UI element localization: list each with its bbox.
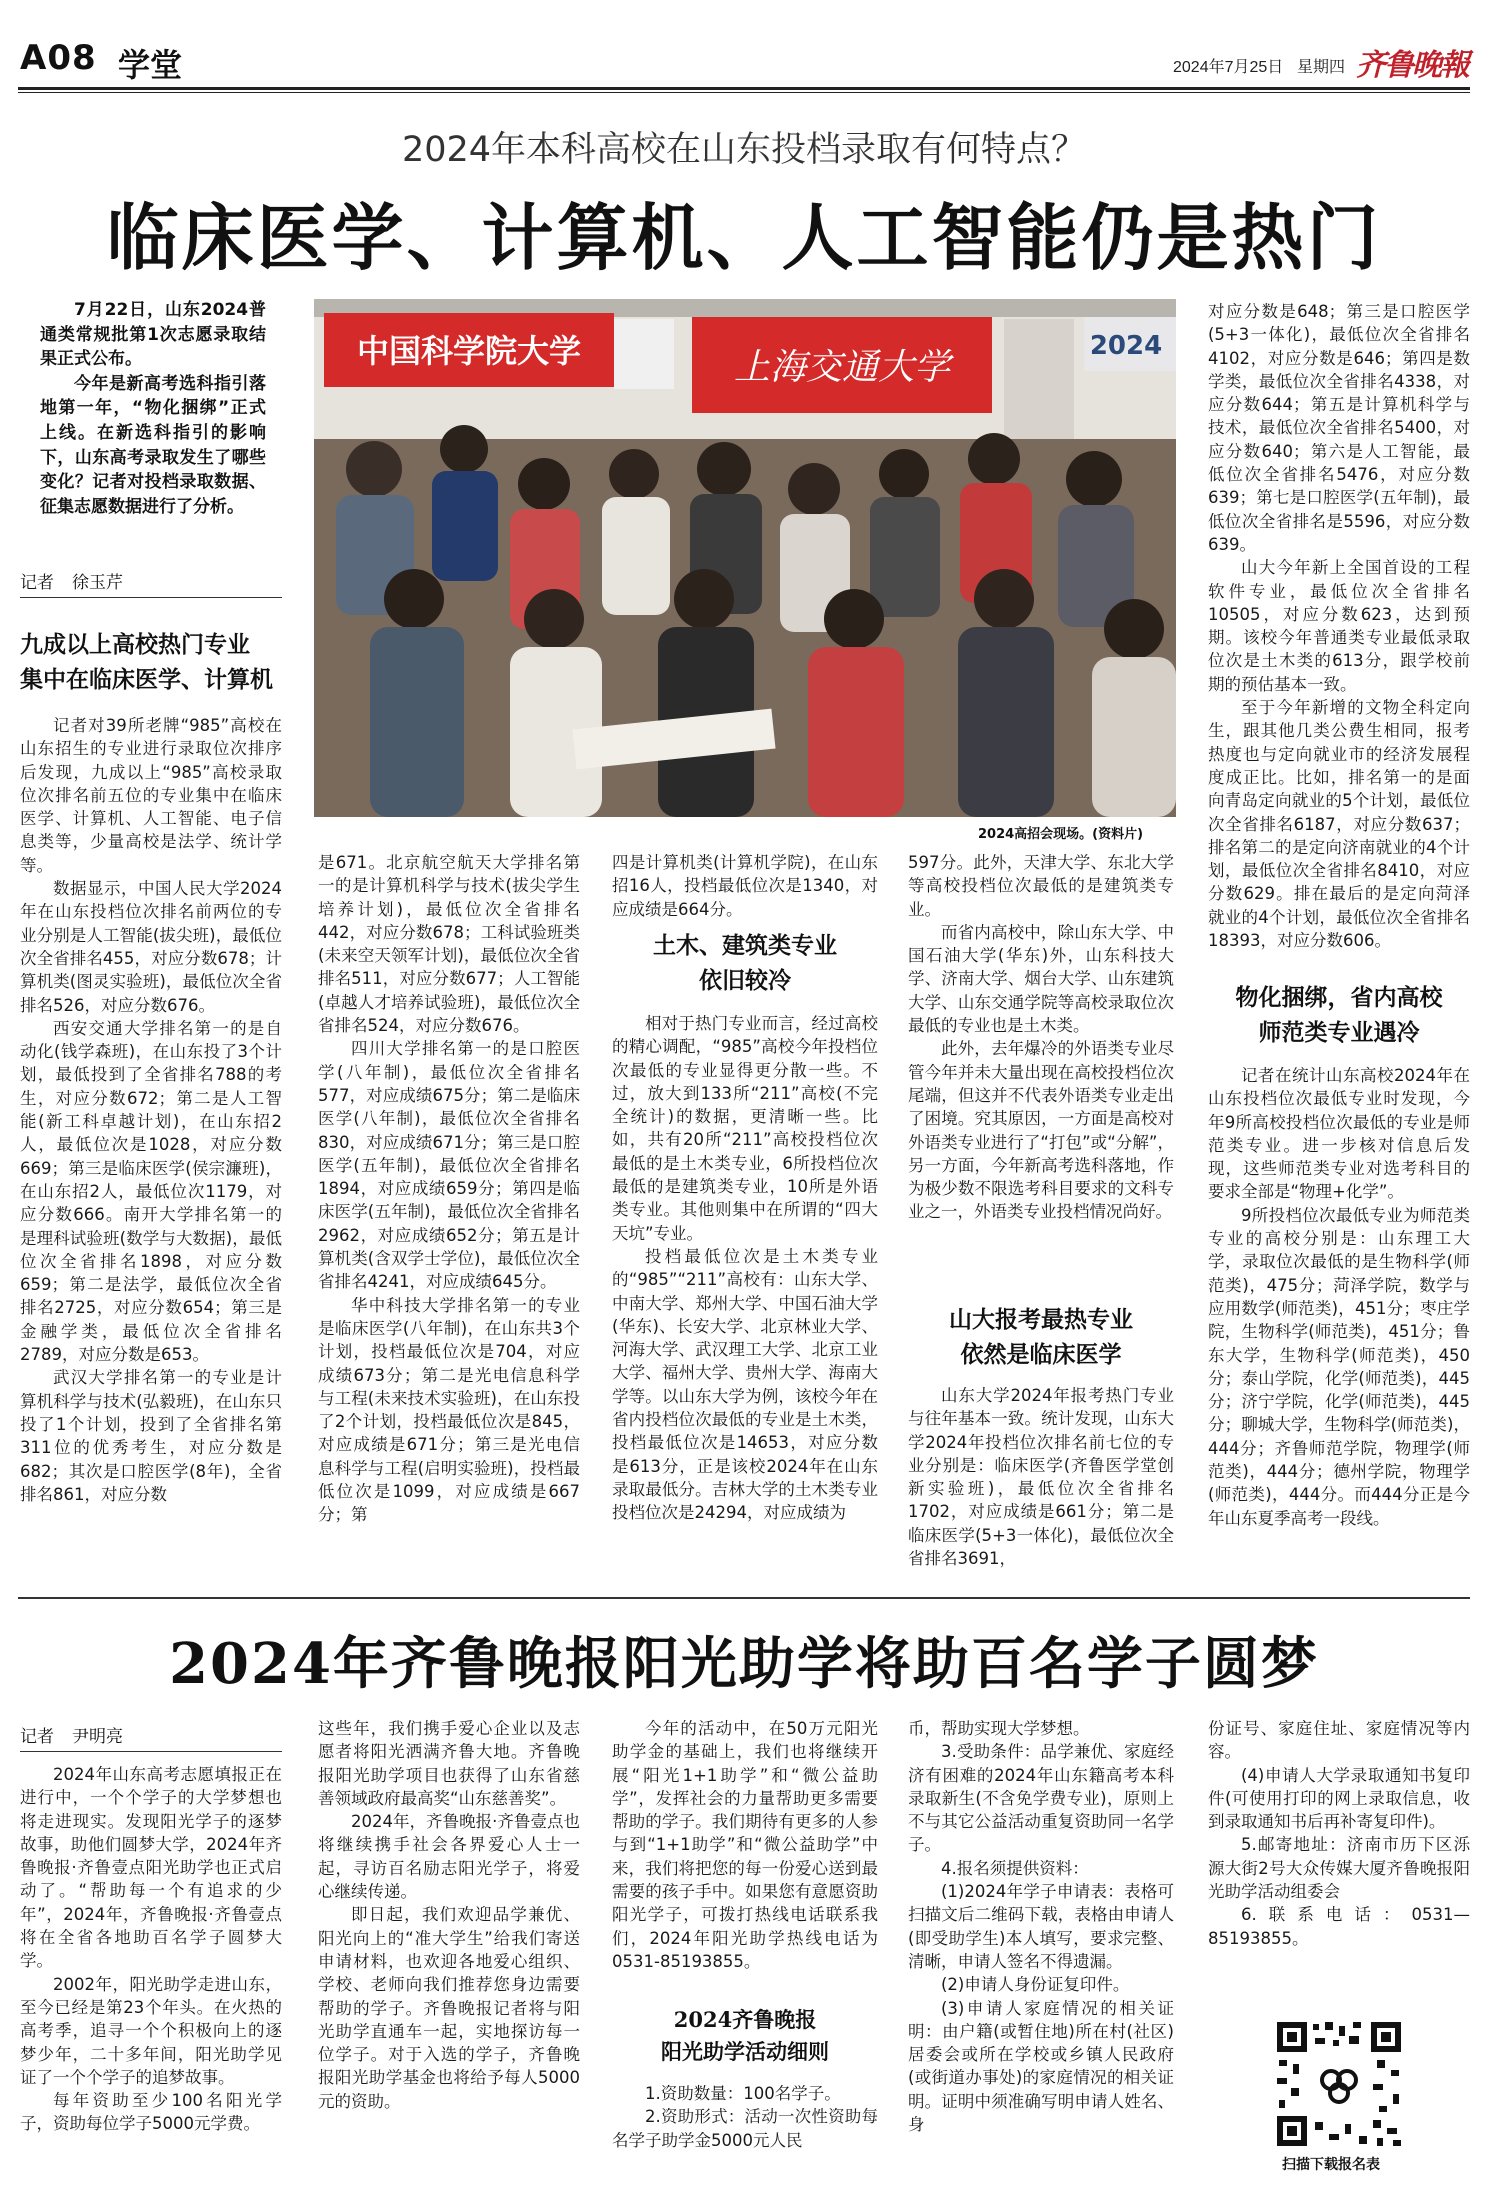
article1-column-2 [318,851,580,1596]
body-paragraph: 而省内高校中，除山东大学、中国石油大学(华东)外，山东科技大学、济南大学、烟台大学、山东建筑大学、山东交通学院等高校录取位次最低的专业也是土木类。 [908,922,1174,1036]
newspaper-logo: 齐鲁晚報 [1356,48,1468,83]
body-paragraph: 相对于热门专业而言，经过高校的精心调配，“985”高校今年投档位次最低的专业显得更分散一些。不过，放大到133所“211”高校(不完全统计)的数据，更清晰一些。比如，共有20所“211”高校投档位次最低的是土木类专业，6所投档位次最低的是建筑类专业，10所是外语类专业。其他则集中在所谓的“四大天坑”专业。 [612,1014,878,1243]
body-paragraph: 记者在统计山东高校2024年在山东投档位次最低专业时发现，今年9所高校投档位次最低的专业是师范类专业。进一步核对信息后发现，这些师范类专业对选考科目的要求全部是“物理+化学”。 [1208,1066,1470,1202]
byline-label: 记者 [20,573,54,593]
banner-year-text: 2024 [1089,331,1163,361]
article2-column-5 [1208,1717,1470,2007]
body-paragraph: 1.资助数量：100名学子。 [645,2084,841,2103]
body-paragraph: 2024年山东高考志愿填报正在进行中，一个个学子的大学梦想也将走进现实。发现阳光学子的逐梦故事，助他们圆梦大学，2024年齐鲁晚报·齐鲁壹点阳光助学也正式启动了。“帮助每一个有追求的少年”，2024年，齐鲁晚报·齐鲁壹点将在全省各地助百名学子圆梦大学。 [20,1765,282,1971]
photo-illustration [314,299,1176,817]
body-paragraph: 4.报名须提供资料： [941,1858,1089,1878]
article1-column-3 [612,1012,878,1596]
qr-caption: 扫描下载报名表 [1282,2157,1380,2173]
header-rule-thin [18,92,1470,93]
subheading-civil-engineering [612,928,878,998]
issue-date: 2024年7月25日 [1173,59,1284,76]
recruitment-fair-photo [314,299,1176,817]
body-paragraph: 今年的活动中，在50万元阳光助学金的基础上，我们也将继续开展“阳光1+1助学”和“微公益助学”，发挥社会的力量帮助更多需要帮助的学子。我们期待有更多的人参与到“1+1助学”和“微公益助学”中来，我们将把您的每一份爱心送到最需要的孩子手中。如果您有意愿资助阳光学子，可拨打热线电话联系我们，2024年阳光助学热线电话为0531-85193855。 [612,1719,878,1971]
issue-weekday: 星期四 [1297,59,1346,76]
subheading-sdu-hot-major [908,1302,1174,1372]
article2-column-1 [20,1763,282,2183]
byline-label: 记者 [20,1727,54,1747]
subheading-line: 师范类专业遇冷 [1258,1019,1420,1046]
body-paragraph: 数据显示，中国人民大学2024年在山东投档位次排名前两位的专业分别是人工智能(拔尖班)，最低位次全省排名455，对应分数678；计算机类(图灵实验班)，最低位次全省排名526，对应分数676。 [20,879,282,1015]
article1-lede [40,298,266,519]
body-paragraph: 西安交通大学排名第一的是自动化(钱学森班)，在山东投了3个计划，最低投到了全省排名788的考生，对应分数672；第二是人工智能(新工科卓越计划)，在山东招2人，最低位次是1028，对应分数669；第三是临床医学(侯宗濂班)，在山东招2人，最低位次1179，对应分数666。南开大学排名第一的是理科试验班(数学与大数据)，最低位次全省排名1898，对应分数659；第二是法学，最低位次全省排名2725，对应分数654；第三是金融学类，最低位次全省排名2789，对应分数是653。 [20,1018,282,1365]
byline-name: 尹明亮 [72,1727,123,1747]
subheading-line: 山大报考最热专业 [949,1306,1133,1333]
body-paragraph: 每年资助至少100名阳光学子，资助每位学子5000元学费。 [20,2091,282,2134]
subheading-line: 2024齐鲁晚报 [673,2007,817,2032]
article1-column-3-top [612,851,878,923]
article1-title: 临床医学、计算机、人工智能仍是热门 [106,195,1382,280]
body-paragraph: 华中科技大学排名第一的专业是临床医学(八年制)，在山东共3个计划，投档最低位次是704，对应成绩673分；第二是光电信息科学与工程(未来技术实验班)，在山东投了2个计划，投档最低位次是845，对应成绩是671分；第三是光电信息科学与工程(启明实验班)，投档最低位次是1099，对应成绩是667分；第 [318,1295,580,1525]
article1-column-4 [908,1384,1174,1596]
body-paragraph: (3)申请人家庭情况的相关证明：由户籍(或暂住地)所在村(社区)居委会或所在学校或乡镇人民政府(或街道办事处)的家庭情况的相关证明。证明中须准确写明申请人姓名、身 [908,1998,1174,2135]
subheading-line: 集中在临床医学、计算机 [20,666,273,693]
body-paragraph: 5.邮寄地址：济南市历下区泺源大街2号大众传媒大厦齐鲁晚报阳光助学活动组委会 [1208,1835,1470,1902]
body-paragraph: 对应分数是648；第三是口腔医学(5+3一体化)，最低位次全省排名4102，对应分数是646；第四是数学类，最低位次全省排名4338，对应分数644；第五是计算机科学与技术，最低位次全省排名5400，对应分数640；第六是人工智能，最低位次全省排名5476，对应分数639；第七是口腔医学(五年制)，最低位次全省排名是5596，对应分数639。 [1208,302,1470,554]
body-paragraph: 这些年，我们携手爱心企业以及志愿者将阳光洒满齐鲁大地。齐鲁晚报阳光助学项目也获得了山东省慈善领域政府最高奖“山东慈善奖”。 [318,1719,580,1808]
photo-caption: 2024高招会现场。(资料片) [978,827,1144,842]
article1-column-5-top [1208,300,1470,972]
subheading-line: 依然是临床医学 [960,1341,1122,1368]
subheading-line: 九成以上高校热门专业 [20,631,250,658]
body-paragraph: (2)申请人身份证复印件。 [941,1975,1130,1995]
body-paragraph: 山东大学2024年报考热门专业与往年基本一致。统计发现，山东大学2024年投档位次排名前七位的专业分别是：临床医学(齐鲁医学堂创新实验班)，最低位次全省排名1702，对应成绩是661分；第二是临床医学(5+3一体化)，最低位次全省排名3691， [908,1386,1174,1569]
body-paragraph: 山大今年新上全国首设的工程软件专业，最低位次全省排名10505，对应分数623，达到预期。该校今年普通类专业最低录取位次是土木类的613分，跟学校前期的预估基本一致。 [1208,558,1470,694]
body-paragraph: 份证号、家庭住址、家庭情况等内容。 [1208,1719,1470,1762]
body-paragraph: 3.受助条件：品学兼优、家庭经济有困难的2024年山东籍高考本科录取新生(不含免学费专业)，原则上不与其它公益活动重复资助同一名学子。 [908,1742,1174,1855]
article2-column-2 [318,1717,580,2183]
article1-byline [20,568,282,598]
body-paragraph: 投档最低位次是土木类专业的“985”“211”高校有：山东大学、中南大学、郑州大学、中国石油大学(华东)、长安大学、北京林业大学、河海大学、武汉理工大学、北京工业大学、福州大学、贵州大学、海南大学等。以山东大学为例，该校今年在省内投档位次最低的专业是土木类，投档最低位次是14653，对应分数是613分，正是该校2024年在山东录取最低分。吉林大学的土木类专业投档位次是24294，对应成绩为 [612,1246,878,1523]
byline-name: 徐玉芹 [72,573,123,593]
subheading-line: 物化捆绑，省内高校 [1235,984,1443,1011]
subheading-line: 土木、建筑类专业 [653,932,837,959]
lede-paragraph: 7月22日，山东2024普通类常规批第1次志愿录取结果正式公布。 [40,300,266,370]
body-paragraph: 武汉大学排名第一的专业是计算机科学与技术(弘毅班)，在山东只投了1个计划，投到了全省排名第311位的优秀考生，对应分数是682；其次是口腔医学(8年)，全省排名861，对应分数 [20,1368,282,1504]
body-paragraph: 6.联系电话：0531—85193855。 [1208,1905,1470,1948]
article2-column-3-top [612,1717,878,1999]
subheading-hot-majors [20,627,282,697]
header-rule [18,87,1470,90]
banner-left-text: 中国科学院大学 [356,332,582,370]
body-paragraph: 2024年，齐鲁晚报·齐鲁壹点也将继续携手社会各界爱心人士一起，寻访百名励志阳光学子，将爱心继续传递。 [318,1812,580,1902]
article1-subtitle: 2024年本科高校在山东投档录取有何特点？ [401,130,1087,170]
body-paragraph: 597分。此外，天津大学、东北大学等高校投档位次最低的是建筑类专业。 [908,853,1174,919]
body-paragraph: 即日起，我们欢迎品学兼优、阳光向上的“准大学生”给我们寄送申请材料，也欢迎各地爱心组织、学校、老师向我们推荐您身边需要帮助的学子。齐鲁晚报记者将与阳光助学直通车一起，实地探访每一位学子。对于入选的学子，齐鲁晚报阳光助学基金也将给予每人5000元的资助。 [318,1905,580,2111]
body-paragraph: 此外，去年爆冷的外语类专业尽管今年并未大量出现在高校投档位次尾端，但这并不代表外语类专业走出了困境。究其原因，一方面是高校对外语类专业进行了“打包”或“分解”，另一方面，今年新高考选科落地，作为极少数不限选考科目要求的文科专业之一，外语类专业投档情况尚好。 [908,1039,1174,1222]
body-paragraph: (1)2024年学子申请表：表格可扫描文后二维码下载，表格由申请人(即受助学生)本人填写，要求完整、清晰，申请人签名不得遗漏。 [908,1882,1174,1971]
article-divider [18,1597,1470,1599]
body-paragraph: 币，帮助实现大学梦想。 [908,1719,1090,1738]
page-number: A08 [20,38,97,78]
subheading-normal-majors [1208,980,1470,1050]
article1-column-5 [1208,1064,1470,1596]
qr-code-icon[interactable] [1273,2018,1405,2150]
body-paragraph: (4)申请人大学录取通知书复印件(可使用打印的网上录取信息，收到录取通知书后再补寄复印件)。 [1208,1765,1470,1832]
subheading-line: 依旧较冷 [699,967,791,994]
article1-column-4-top [908,851,1174,1289]
article2-column-4 [908,1717,1174,2183]
article2-column-3 [612,2082,878,2183]
subheading-line: 阳光助学活动细则 [661,2039,829,2064]
body-paragraph: 四川大学排名第一的是口腔医学(八年制)，最低位次全省排名577，对应成绩675分；第二是临床医学(八年制)，最低位次全省排名830，对应成绩671分；第三是口腔医学(五年制)，最低位次全省排名1894，对应成绩659分；第四是临床医学(五年制)，最低位次全省排名2962，对应成绩652分；第五是计算机类(含双学士学位)，最低位次全省排名4241，对应成绩645分。 [318,1039,580,1292]
section-name: 学堂 [118,46,183,84]
body-paragraph: 四是计算机类(计算机学院)，在山东招16人，投档最低位次是1340，对应成绩是664分。 [612,853,878,919]
body-paragraph: 2.资助形式：活动一次性资助每名学子助学金5000元人民 [612,2107,878,2150]
body-paragraph: 至于今年新增的文物全科定向生，跟其他几类公费生相同，报考热度也与定向就业市的经济发展程度成正比。比如，排名第一的是面向青岛定向就业的5个计划，最低位次全省排名6187，对应分数637；排名第二的是定向济南就业的4个计划，最低位次全省排名8410，对应分数629。排在最后的是定向菏泽就业的4个计划，最低位次全省排名18393，对应分数606。 [1208,698,1470,951]
banner-right-text: 上海交通大学 [733,347,951,388]
body-paragraph: 记者对39所老牌“985”高校在山东招生的专业进行录取位次排序后发现，九成以上“985”高校录取位次排名前五位的专业集中在临床医学、计算机、人工智能、电子信息类等，少量高校是法学、统计学等。 [20,716,282,875]
article2-title: 2024年齐鲁晚报阳光助学将助百名学子圆梦 [169,1631,1319,1697]
article1-column-1 [20,714,282,1594]
body-paragraph: 是671。北京航空航天大学排名第一的是计算机科学与技术(拔尖学生培养计划)，最低位次全省排名442，对应分数678；工科试验班类(未来空天领军计划)，最低位次全省排名511，对应分数677；人工智能(卓越人才培养试验班)，最低位次全省排名524，对应分数676。 [318,853,580,1036]
body-paragraph: 2002年，阳光助学走进山东，至今已经是第23个年头。在火热的高考季，追寻一个个积极向上的逐梦少年，二十多年间，阳光助学见证了一个个学子的追梦故事。 [20,1974,282,2087]
body-paragraph: 9所投档位次最低专业为师范类专业的高校分别是：山东理工大学，录取位次最低的是生物科学(师范类)，475分；菏泽学院，数学与应用数学(师范类)，451分；枣庄学院，生物科学(师范类)，451分；鲁东大学，生物科学(师范类)，450分；泰山学院，化学(师范类)，445分；济宁学院，化学(师范类)，445分；聊城大学，生物科学(师范类)，444分；齐鲁师范学院，物理学(师范类)，444分；德州学院，物理学(师范类)，444分。而444分正是今年山东夏季高考一段线。 [1208,1205,1470,1528]
lede-paragraph: 今年是新高考选科指引落地第一年，“物化捆绑”正式上线。在新选科指引的影响下，山东高考录取发生了哪些变化？记者对投档录取数据、征集志愿数据进行了分析。 [40,373,266,517]
article2-byline [20,1722,282,1752]
subheading-activity-rules [612,2004,878,2068]
